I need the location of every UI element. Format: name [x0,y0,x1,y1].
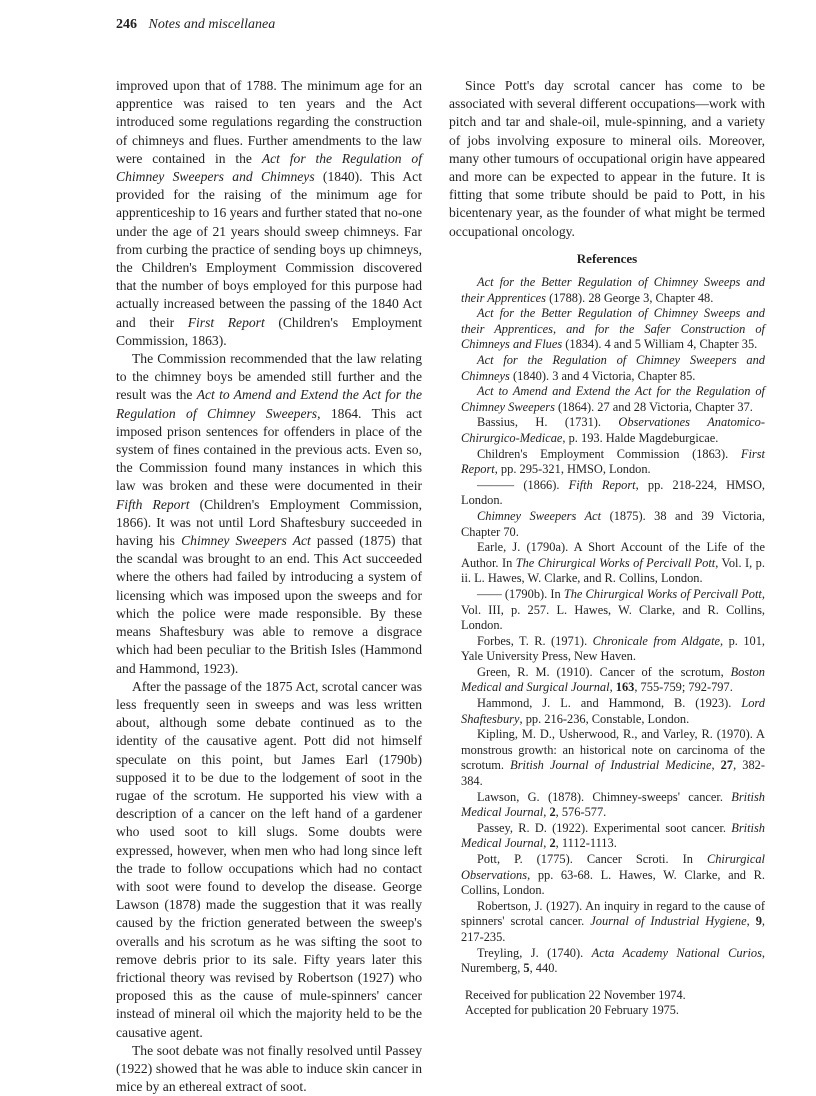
italic-run: Chimney Sweepers Act [181,533,311,549]
reference-entry [449,852,765,899]
text-run: Robertson, J. (1927). An inquiry in regard to the cause of spinners' scrotal cancer. [461,898,765,929]
text-run: , [609,680,616,695]
italic-run: Chronicale from Aldgate [592,633,721,648]
italic-run: Act to Amend and Extend the Act for the Regulation of Chimney Sweepers [461,384,765,414]
text-run: Lawson, G. (1878). Chimney-sweeps' cancer. [477,789,732,804]
text-run: , pp. 63-68. L. Hawes, W. Clarke, and R. Collins, London. [461,867,765,898]
text-run: Children's Employment Commission (1863). [477,446,741,461]
italic-run: Chimney Sweepers Act [477,508,602,523]
text-run: improved upon that of 1788. The minimum age for an apprentice was raised to ten years and the Act introduced some regulations regarding the construction of chimneys and flues. Further amendments to the law were contained in the [116,78,422,166]
italic-run: Act for the Regulation of Chimney Sweepers and Chimneys [461,353,765,383]
text-run: (1875). 38 and 39 Victoria, Chapter 70. [461,508,765,539]
bold-run: 27 [720,758,734,773]
right-column [449,77,765,1019]
text-run: , [543,805,550,820]
text-run: , 1112-1113. [555,836,617,851]
text-run: , [711,758,721,773]
text-run: Treyling, J. (1740). [477,945,592,960]
paragraph [449,77,765,241]
text-run: , pp. 295-321, HMSO, London. [494,462,651,477]
text-run: (1840). This Act provided for the raising of the minimum age for apprenticeship to 16 years and further stated that no-one under the age of 21 years should sweep chimneys. Far from curbing the practice of sending boys up chimneys, the Children's Employment Commission discovered that the number of boys employed for this purpose had actually increased between the passing of the 1840 Act and their [116,169,422,330]
reference-entry [449,696,765,727]
italic-run: First Report [461,446,765,477]
text-run: , p. 101, Yale University Press, New Haven. [461,633,765,664]
text-run: , 217-235. [461,914,765,944]
text-run: , Vol. I, p. ii. L. Hawes, W. Clarke, and R. Collins, London. [461,555,765,586]
text-run: Earle, J. (1790a). A Short Account of the Life of the Author. In [461,540,765,570]
text-run: , 440. [529,961,558,976]
text-run: , 576-577. [555,805,607,820]
paragraph [116,77,422,350]
italic-run: Observationes Anatomico-Chirurgico-Medicae [461,415,766,445]
italic-run: First Report [187,314,265,330]
running-header [116,17,275,33]
paragraph [116,678,422,1042]
reference-entry [449,384,765,415]
text-run: Kipling, M. D., Usherwood, R., and Varley, R. (1970). A monstrous growth: an historical note on carcinoma of the scrotum. [461,727,765,773]
references-heading: References [576,250,638,266]
text-run: , p. 193. Halde Magdeburgicae. [562,430,719,445]
reference-list [449,275,765,977]
text-run: , Nuremberg, [461,945,766,976]
reference-entry [449,821,765,852]
running-title: Notes and miscellanea [148,17,276,32]
reference-entry [449,447,765,478]
italic-run: Act for the Regulation of Chimney Sweepers and Chimneys [116,150,422,185]
text-run: Forbes, T. R. (1971). [477,633,593,648]
text-run: (Children's Employment Commission, 1866). It was not until Lord Shaftesbury succeeded in having his [116,496,423,549]
received-date: Received for publication 22 November 1974. [465,987,686,1002]
text-run: , Vol. III, p. 257. L. Hawes, W. Clarke, and R. Collins, London. [461,586,765,633]
bold-run: 163 [615,680,635,695]
reference-entry [449,946,765,977]
bold-run: 2 [549,805,556,820]
reference-entry [449,790,765,821]
page-number: 246 [116,17,137,32]
italic-run: British Medical Journal [461,789,765,820]
italic-run: Lord Shaftesbury [461,696,765,726]
reference-entry [449,353,765,384]
text-run: The soot debate was not finally resolved until Passey (1922) showed that he was able to induce skin cancer in mice by an ethereal extract of soot. [116,1042,422,1095]
italic-run: British Journal of Industrial Medicine [510,758,712,773]
reference-entry [449,509,765,540]
reference-entry [449,540,765,587]
text-run: Pott, P. (1775). Cancer Scroti. In [477,852,707,866]
text-run: Since Pott's day scrotal cancer has come to be associated with several different occupations—work with pitch and tar and shale-oil, mule-spinning, and a variety of jobs involving exposure to mineral oils. Moreover, many other tumours of occupational origin have appeared and more can be expected to appear in the future. It is fitting that some tribute should be paid to Pott, in his bicentenary year, as the founder of what might be termed occupational oncology. [449,78,765,239]
reference-entry [449,306,765,353]
text-run: , pp. 216-236, Constable, London. [519,711,690,726]
reference-entry [449,415,765,446]
reference-entry [449,275,765,306]
text-run: (1840). 3 and 4 Victoria, Chapter 85. [509,368,696,383]
italic-run: Fifth Report [116,496,190,512]
reference-entry [449,899,765,946]
italic-run: Chirurgical Observations [461,852,765,882]
text-run: (Children's Employment Commission, 1863). [116,314,422,348]
text-run: After the passage of the 1875 Act, scrotal cancer was less frequently seen in sweeps and was less written about, although some debate continued as to the identity of the causative agent. Pott did not himself speculate on this point, but James Earl (1790b) supposed it to be due to the lodgement of soot in the rugae of the scrotum. He supported his view with a description of a cancer on the left hand of a gardener who used soot to kill slugs. Some doubts were expressed, however, when men who had long since left the trade to follow occupations which had no contact with soot were found to develop the disease. George Lawson (1878) made the suggestion that it was really caused by the friction generated between the sweep's overalls and his scrotum as he was sifting the soot to remove debris prior to its sale. Fifty years later this frictional theory was revised by Robertson (1927) who proposed this as the cause of mule-spinners' cancer instead of mineral oil which the majority held to be the causative agent. [116,678,422,1040]
reference-entry [449,665,765,696]
text-run: , 382-384. [461,758,765,789]
left-column [116,77,422,1096]
italic-run: British Medical Journal [461,820,765,851]
bold-run: 5 [523,961,530,976]
bold-run: 9 [755,914,762,929]
text-run: Hammond, J. L. and Hammond, B. (1923). [477,696,742,711]
paragraph [116,350,422,678]
text-run: , 1864. This act imposed prison sentences for offenders in place of the system of fines contained in the previous acts. Even so, the Commission found many instances in which this law was broken and these were documented in their [116,405,422,494]
text-run: Bassius, H. (1731). [477,415,619,430]
italic-run: Boston Medical and Surgical Journal [461,664,765,695]
text-run: (1788). 28 George 3, Chapter 48. [546,290,714,305]
text-run: , pp. 218-224, HMSO, London. [461,477,765,508]
italic-run: Act to Amend and Extend the Act for the Regulation of Chimney Sweepers [116,387,422,421]
text-run: (1864). 27 and 28 Victoria, Chapter 37. [554,399,753,414]
text-run: Passey, R. D. (1922). Experimental soot cancer. [477,820,732,835]
text-run: Green, R. M. (1910). Cancer of the scrotum, [477,664,731,679]
reference-entry [449,634,765,665]
italic-run: The Chirurgical Works of Percivall Pott [563,586,762,601]
paragraph [116,1042,422,1096]
text-run: The Commission recommended that the law relating to the chimney boys be amended still further and the result was the [116,351,422,403]
italic-run: Journal of Industrial Hygiene [590,914,747,929]
text-run: , [746,914,756,929]
text-run: ——— (1866). [477,477,569,492]
reference-entry [449,587,765,634]
italic-run: Act for the Better Regulation of Chimney Sweeps and their Apprentices [461,275,765,305]
reference-entry [449,478,765,509]
text-run: (1834). 4 and 5 William 4, Chapter 35. [562,337,758,352]
text-run: passed (1875) that the scandal was brought to an end. This Act succeeded where the others had failed by introducing a system of licensing which was imposed upon the sweeps and for which the police were made responsible. By these means Shaftesbury was able to remove a disgrace which had been peculiar to the British Isles (Hammond and Hammond, 1923). [116,533,422,676]
italic-run: The Chirurgical Works of Percivall Pott [515,555,716,570]
bold-run: 2 [549,836,556,851]
accepted-date: Accepted for publication 20 February 1975. [465,1003,679,1018]
italic-run: Acta Academy National Curios [591,945,762,960]
text-run: , 755-759; 792-797. [634,680,733,695]
reference-entry [449,727,765,789]
italic-run: Fifth Report [568,477,636,492]
text-run: , [543,836,550,851]
text-run: —— (1790b). In [477,586,564,601]
italic-run: Act for the Better Regulation of Chimney Sweeps and their Apprentices, and for the Safer Construction of Chimneys and Flues [461,306,765,352]
